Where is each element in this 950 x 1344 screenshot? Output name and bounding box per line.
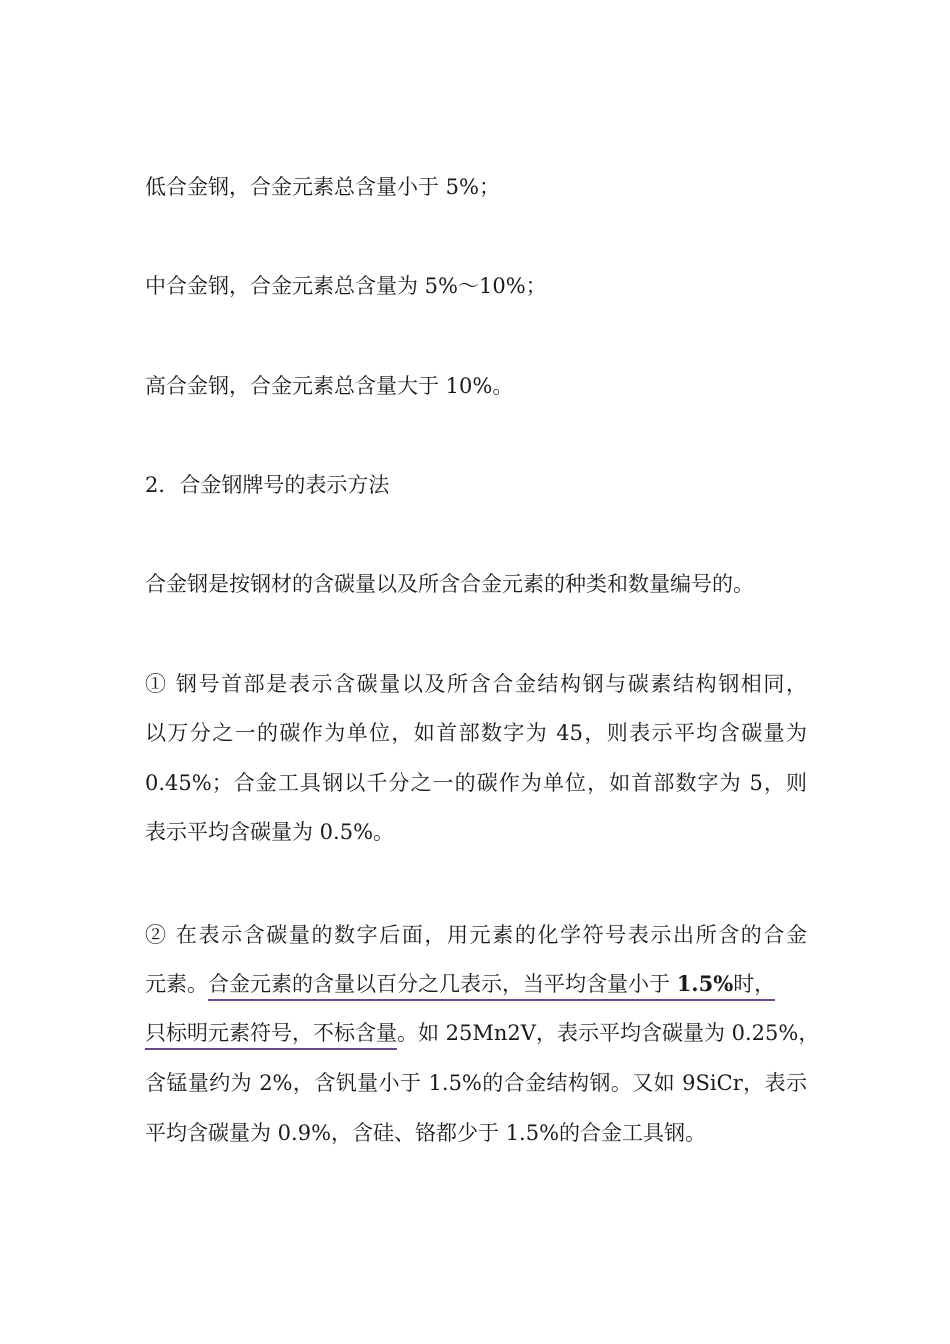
item1-line3: 0.45%；合金工具钢以千分之一的碳作为单位，如首部数字为 5，则 <box>145 771 807 795</box>
item2-bold-percent: 1.5% <box>676 971 734 996</box>
para-low-alloy: 低合金钢，合金元素总含量小于 5%； <box>145 175 500 199</box>
item2-line3 <box>145 1019 820 1047</box>
item2-line5: 平均含碳量为 0.9%，含硅、铬都少于 1.5%的合金工具钢。 <box>145 1121 707 1145</box>
section-heading: 2．合金钢牌号的表示方法 <box>145 473 390 497</box>
para-intro: 合金钢是按钢材的含碳量以及所含合金元素的种类和数量编号的。 <box>145 572 754 596</box>
item2-line2-text: 合金元素的含量以百分之几表示，当平均含量小于 <box>208 972 677 996</box>
item1-line1: ① 钢号首部是表示含碳量以及所含合金结构钢与碳素结构钢相同， <box>145 672 807 696</box>
item2-underlined-part1 <box>208 972 775 1001</box>
item2-line2-tail: 时， <box>733 972 776 996</box>
item2-line2-lead: 元素。 <box>145 972 208 996</box>
para-mid-alloy: 中合金钢，合金元素总含量为 5%～10%； <box>145 274 547 298</box>
item2-line3-rest: 。如 25Mn2V，表示平均含碳量为 0.25%， <box>397 1021 820 1045</box>
item2-line4: 含锰量约为 2%，含钒量小于 1.5%的合金结构钢。又如 9SiCr，表示 <box>145 1071 807 1095</box>
item2-line2 <box>145 970 807 998</box>
item2-underlined-part2: 只标明元素符号，不标含量 <box>145 1021 397 1050</box>
item1-line4: 表示平均含碳量为 0.5%。 <box>145 820 395 844</box>
item1-line2: 以万分之一的碳作为单位，如首部数字为 45，则表示平均含碳量为 <box>145 721 807 745</box>
para-high-alloy: 高合金钢，合金元素总含量大于 10%。 <box>145 374 514 398</box>
item2-line1: ② 在表示含碳量的数字后面，用元素的化学符号表示出所含的合金 <box>145 923 807 947</box>
